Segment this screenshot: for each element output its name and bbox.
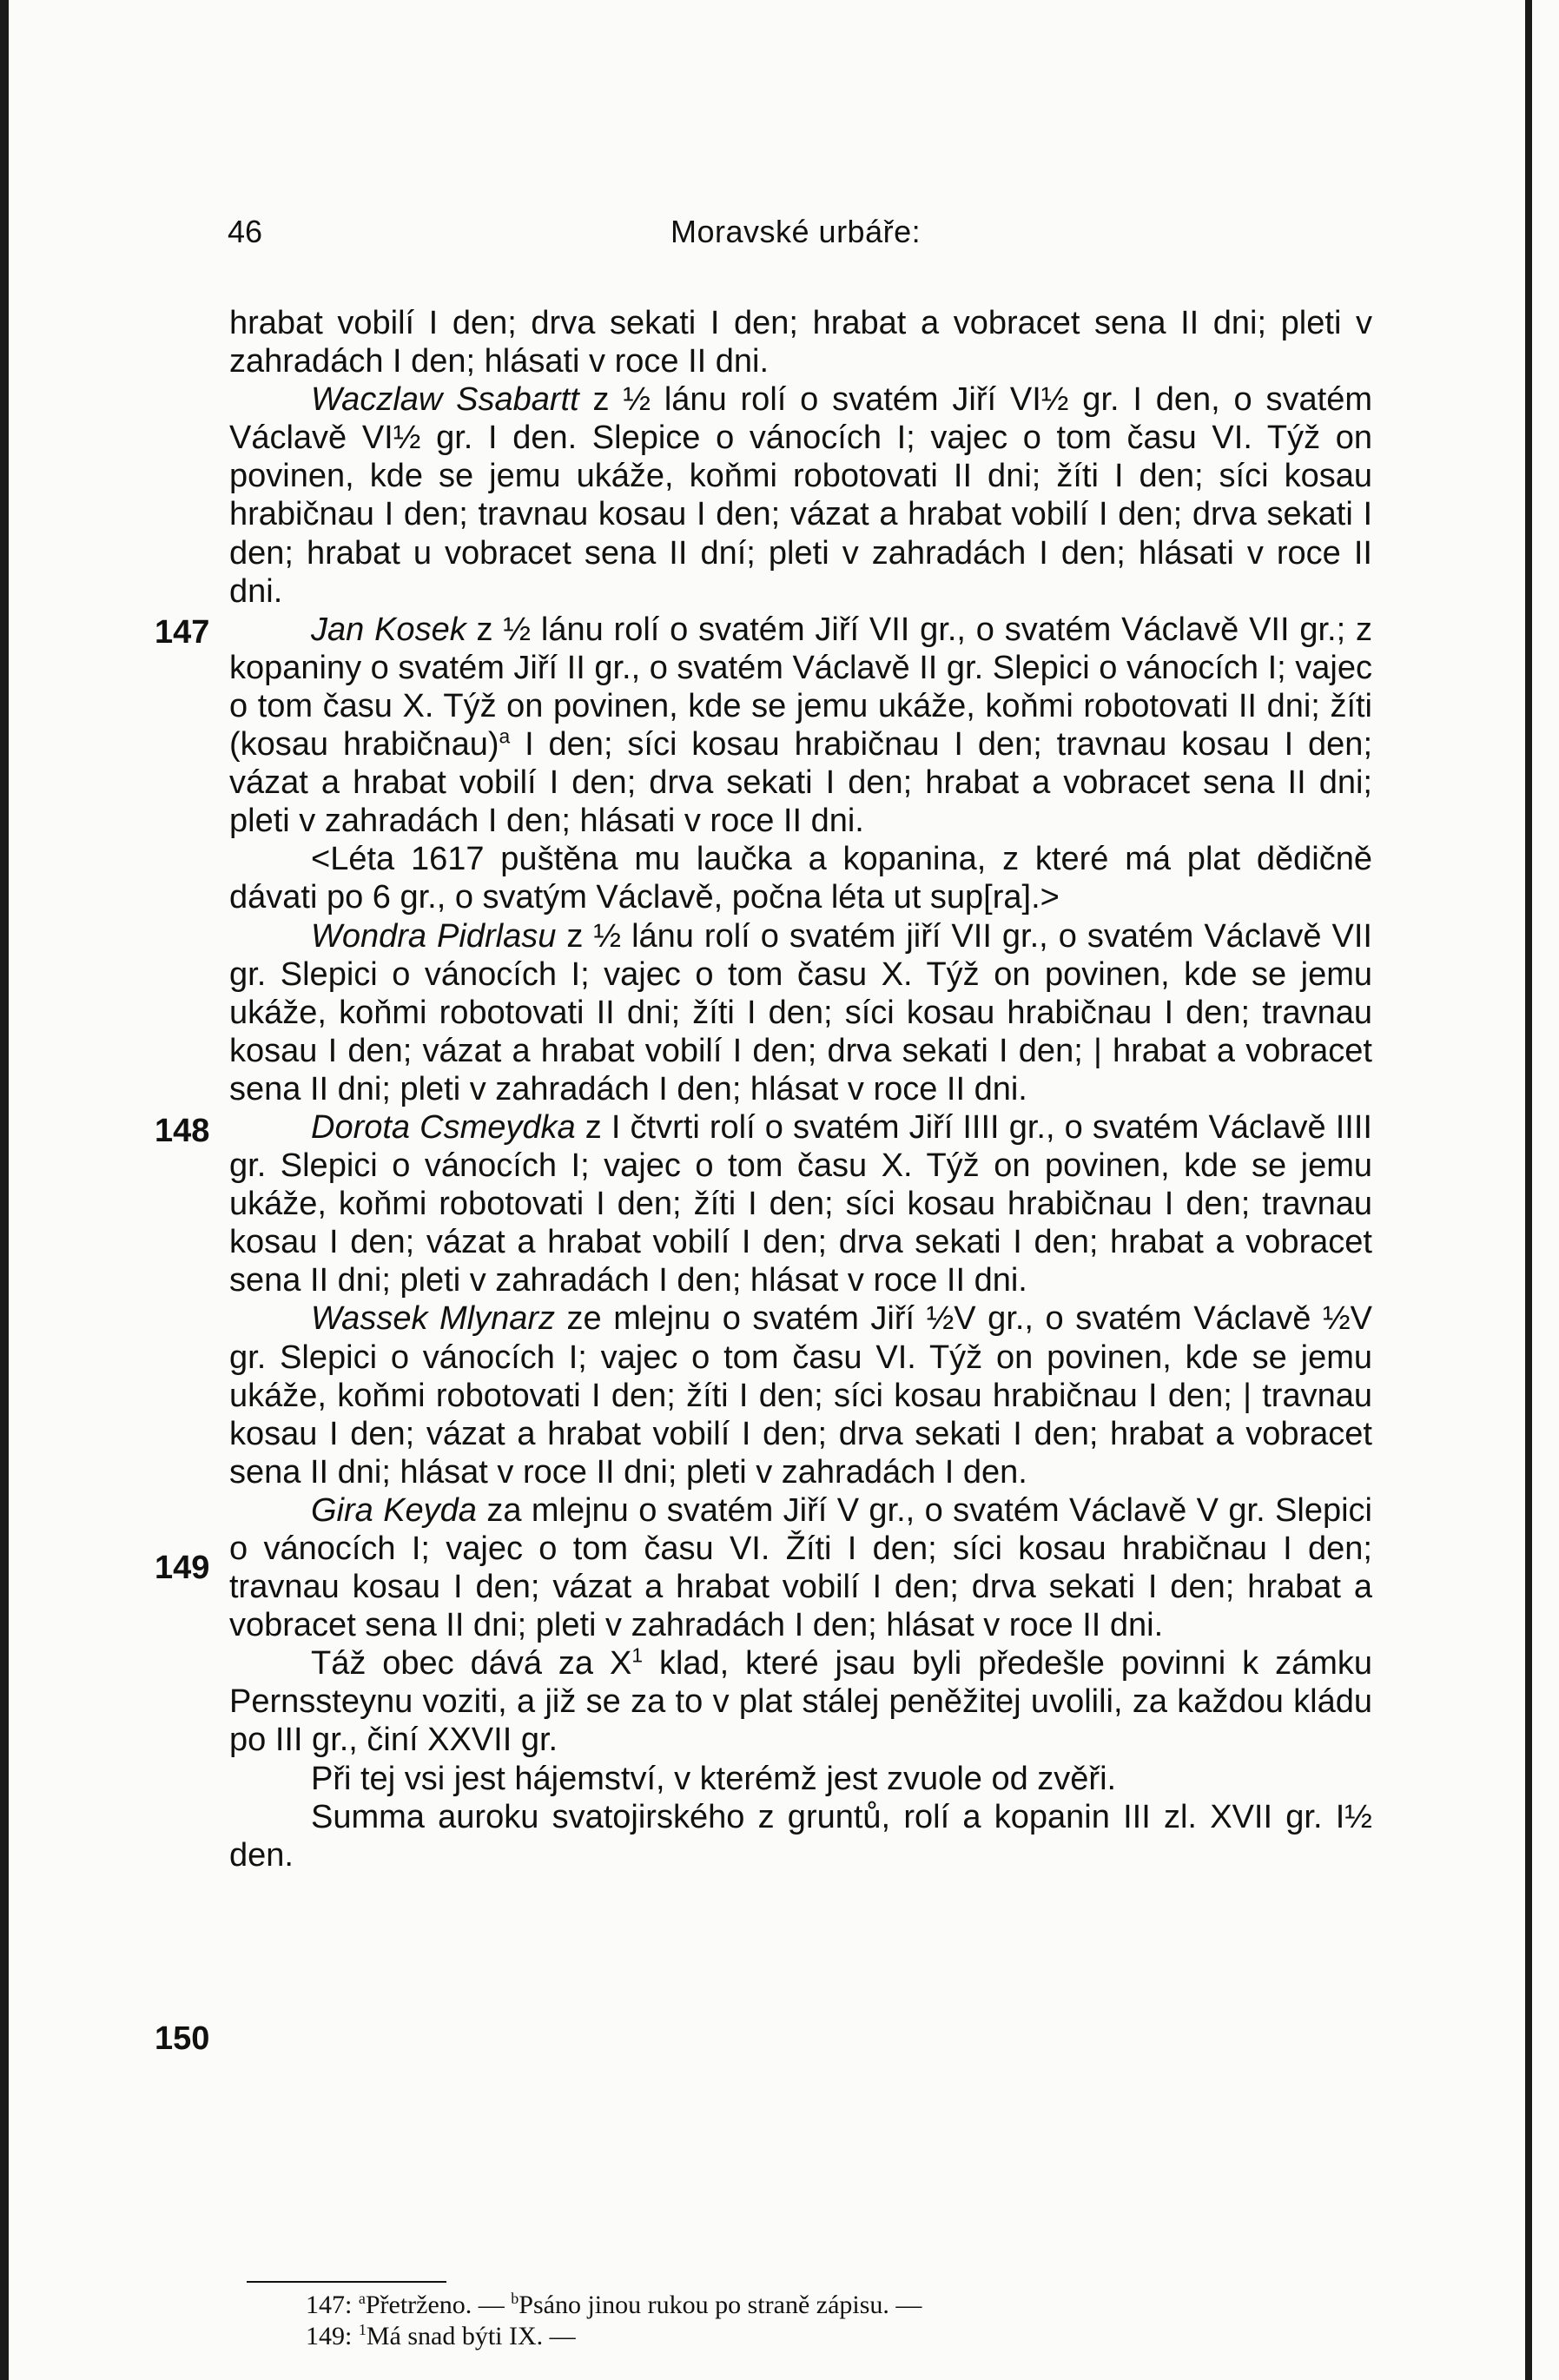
entry-text: z I čtvrti rolí o svatém Jiří IIII gr., o svatém Václavě IIII gr. Slepici o vánocích I; vajec o tom času X. Týž on povinen, kde se jemu ukáže, koňmi robotovati I den; žíti I den; síci kosau hrabičnau I den; travnau kosau I den; vázat a hrabat vobilí I den; drva sekati I den; hrabat a vobracet sena II dni; pleti v zahradách I den; hlásat v roce II dni. — [229, 1108, 1372, 1299]
entry-text: I den; síci kosau hrabičnau I den; travnau kosau I den; vázat a hrabat vobilí I den; drva sekati I den; hrabat a vobracet sena II dni; pleti v zahradách I den; hlásati v roce II dni. — [229, 726, 1373, 840]
footnote-mark: 1 — [358, 2321, 367, 2338]
page-header — [228, 214, 1374, 255]
entry-paragraph — [229, 380, 1372, 611]
entry-name: Jan Kosek — [311, 611, 466, 648]
entry-text: z ½ lánu rolí o svatém jiří VII gr., o svatém Václavě VII gr. Slepici o vánocích I; vajec o tom času X. Týž on povinen, kde se jemu ukáže, koňmi robotovati II dni; žíti I den; síci kosau hrabičnau I den; travnau kosau I den; vázat a hrabat vobilí I den; drva sekati I den; | hrabat a vobracet sena II dni; pleti v zahradách I den; hlásat v roce II dni. — [229, 917, 1372, 1107]
running-title: Moravské urbáře: — [671, 214, 922, 249]
paragraph: Při tej vsi jest hájemství, v kterémž jest zvuole od zvěři. — [311, 1760, 1117, 1797]
entry-text: z ½ lánu rolí o svatém Jiří VII gr., o svatém Václavě VII gr.; z kopaniny o svatém Jiří II gr., o svatém Václavě II gr. Slepici o vánocích I; vajec o tom času X. Týž on povinen, kde se jemu ukáže, koňmi robotovati II dni; žíti (kosau hrabičnau) — [229, 611, 1372, 764]
footnote-mark: a — [358, 2290, 366, 2307]
scan-edge-right — [1525, 0, 1532, 2380]
footnote-149 — [306, 2321, 1374, 2352]
summary-paragraph: Summa auroku svatojirského z gruntů, rolí a kopanin III zl. XVII gr. I½ den. — [229, 1798, 1372, 1874]
footnotes — [306, 2290, 1374, 2352]
footnote-text: Má snad býti IX. — — [366, 2322, 576, 2350]
entry-paragraph — [229, 1491, 1372, 1644]
footnote-label: 149: — [306, 2322, 359, 2350]
entry-name: Dorota Csmeydka — [311, 1108, 576, 1146]
entry-paragraph — [229, 611, 1372, 841]
footnote-text: Přetrženo. — — [365, 2291, 512, 2319]
margin-number-149: 149 — [155, 1550, 210, 1586]
footnote-text: Psáno jinou rukou po straně zápisu. — — [519, 2291, 922, 2319]
footnote-mark: a — [499, 724, 511, 748]
footnote-rule — [247, 2281, 446, 2283]
entry-text: za mlejnu o svatém Jiří V gr., o svatém Václavě V gr. Slepici o vánocích I; vajec o tom času VI. Žíti I den; síci kosau hrabičnau I den; travnau kosau I den; vázat a hrabat vobilí I den; drva sekati I den; hrabat a vobracet sena II dni; pleti v zahradách I den; hlásat v roce II dni. — [229, 1491, 1372, 1644]
entry-paragraph — [229, 1108, 1372, 1299]
margin-number-147: 147 — [155, 614, 210, 651]
footnote-label: 147: — [306, 2291, 359, 2319]
margin-number-148: 148 — [155, 1113, 210, 1149]
marginal-addition: <Léta 1617 puštěna mu laučka a kopanina, z které má plat dědičně dávati po 6 gr., o svatým Václavě, počna léta ut sup[ra].> — [229, 841, 1372, 916]
margin-number-150: 150 — [155, 2020, 210, 2057]
scan-edge-left — [0, 0, 9, 2380]
entry-text: ze mlejnu o svatém Jiří ½V gr., o svatém Václavě ½V gr. Slepici o vánocích I; vajec o tom času VI. Týž on povinen, kde se jemu ukáže, koňmi robotovati I den; žíti I den; síci kosau hrabičnau I den; | travnau kosau I den; vázat a hrabat vobilí I den; drva sekati I den; hrabat a vobracet sena II dni; hlásat v roce II dni; pleti v zahradách I den. — [229, 1300, 1372, 1491]
entry-name: Wassek Mlynarz — [311, 1300, 556, 1338]
page-number: 46 — [228, 214, 263, 249]
entry-paragraph — [229, 917, 1372, 1108]
paragraph: hrabat vobilí I den; drva sekati I den; hrabat a vobracet sena II dni; pleti v zahradách I den; hlásati v roce II dni. — [229, 305, 1372, 380]
paragraph-text: klad, které jsau byli předešle povinni k zámku Pernssteynu voziti, a již se za to v plat stálej peněžitej uvolili, za každou kládu po III gr., činí XXVII gr. — [229, 1645, 1372, 1759]
footnote-mark: 1 — [631, 1643, 644, 1667]
entry-name: Wondra Pidrlasu — [311, 917, 557, 955]
entry-text: z ½ lánu rolí o svatém Jiří VI½ gr. I den, o svatém Václavě VI½ gr. I den. Slepice o vánocích I; vajec o tom času VI. Týž on povinen, kde se jemu ukáže, koňmi robotovati II dni; žíti I den; síci kosau hrabičnau I den; travnau kosau I den; vázat a hrabat vobilí I den; drva sekati I den; hrabat u vobracet sena II dní; pleti v zahradách I den; hlásati v roce II dni. — [229, 381, 1372, 610]
footnote-147 — [306, 2290, 1374, 2321]
paragraph-text: Táž obec dává za X — [311, 1645, 632, 1683]
entry-paragraph — [229, 1299, 1372, 1491]
entry-name: Gira Keyda — [311, 1491, 477, 1529]
footnote-mark: b — [511, 2290, 519, 2307]
body-text — [229, 304, 1372, 1874]
paragraph — [229, 1644, 1372, 1759]
entry-name: Waczlaw Ssabartt — [311, 381, 579, 419]
